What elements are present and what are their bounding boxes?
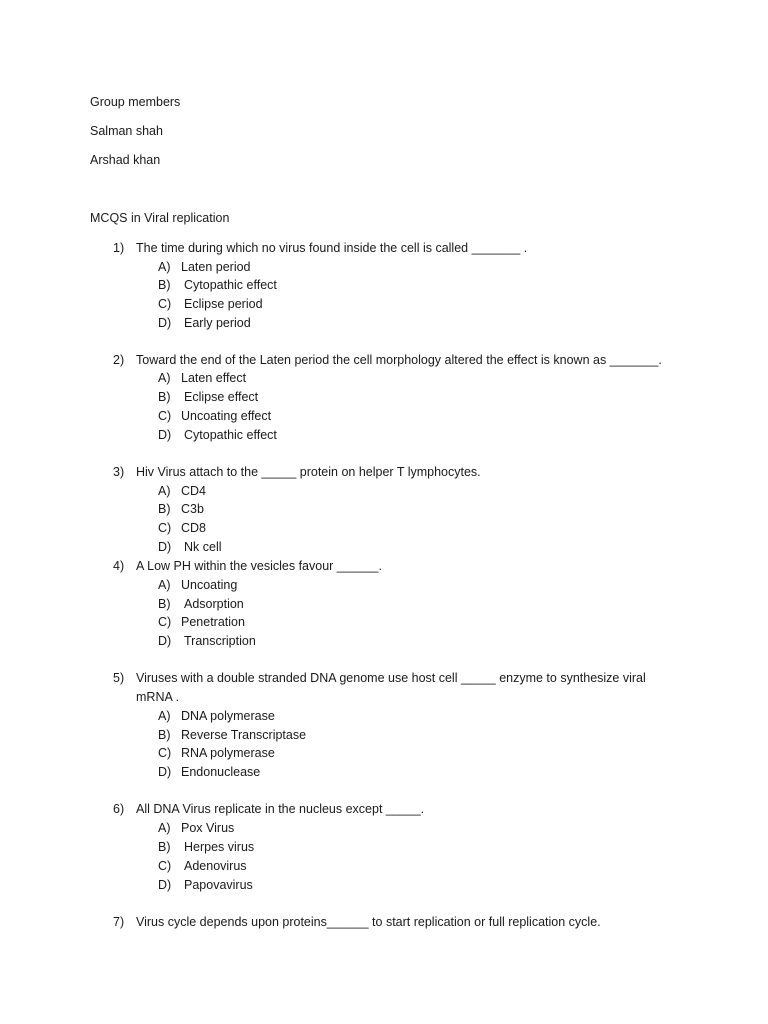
option-text: DNA polymerase bbox=[181, 709, 275, 723]
question-text: A Low PH within the vesicles favour ______. bbox=[136, 559, 382, 573]
option-letter: C) bbox=[158, 521, 172, 535]
option-letter: C) bbox=[158, 859, 172, 873]
option-text: CD4 bbox=[181, 484, 207, 498]
option-text: Herpes virus bbox=[184, 840, 255, 854]
question-number: 3) bbox=[113, 465, 125, 479]
option-text: Uncoating effect bbox=[181, 409, 272, 423]
member-name: Salman shah bbox=[90, 124, 163, 138]
option-letter: B) bbox=[158, 502, 171, 516]
question-number: 6) bbox=[113, 802, 125, 816]
question-text: The time during which no virus found inside the cell is called _______ . bbox=[136, 241, 528, 255]
question-number: 5) bbox=[113, 671, 125, 685]
option-text: Adsorption bbox=[184, 597, 244, 611]
option-letter: B) bbox=[158, 390, 171, 404]
option-letter: A) bbox=[158, 371, 171, 385]
option-text: Cytopathic effect bbox=[184, 278, 277, 292]
option-letter: C) bbox=[158, 297, 172, 311]
question-text: All DNA Virus replicate in the nucleus except _____. bbox=[136, 802, 425, 816]
option-letter: C) bbox=[158, 615, 172, 629]
option-letter: D) bbox=[158, 316, 172, 330]
option-text: Uncoating bbox=[181, 578, 238, 592]
option-letter: A) bbox=[158, 578, 171, 592]
option-text: Early period bbox=[184, 316, 251, 330]
option-letter: D) bbox=[158, 878, 172, 892]
option-text: Reverse Transcriptase bbox=[181, 728, 307, 742]
member-name: Arshad khan bbox=[90, 153, 161, 167]
option-letter: A) bbox=[158, 260, 171, 274]
option-letter: B) bbox=[158, 278, 171, 292]
option-text: Papovavirus bbox=[184, 878, 253, 892]
option-text: Laten effect bbox=[181, 371, 247, 385]
option-letter: D) bbox=[158, 765, 172, 779]
question-number: 7) bbox=[113, 915, 125, 929]
option-text: C3b bbox=[181, 502, 204, 516]
question-text: Toward the end of the Laten period the cell morphology altered the effect is known as _______. bbox=[136, 353, 662, 367]
option-letter: A) bbox=[158, 709, 171, 723]
question-text-continued: mRNA . bbox=[136, 690, 180, 704]
question-text: Viruses with a double stranded DNA genome use host cell _____ enzyme to synthesize viral bbox=[136, 671, 646, 685]
option-letter: C) bbox=[158, 746, 172, 760]
option-letter: A) bbox=[158, 821, 171, 835]
option-text: Endonuclease bbox=[181, 765, 261, 779]
option-text: Penetration bbox=[181, 615, 245, 629]
option-letter: C) bbox=[158, 409, 172, 423]
option-letter: B) bbox=[158, 728, 171, 742]
option-letter: B) bbox=[158, 597, 171, 611]
option-letter: D) bbox=[158, 634, 172, 648]
option-text: Eclipse effect bbox=[184, 390, 259, 404]
option-text: Pox Virus bbox=[181, 821, 235, 835]
option-letter: D) bbox=[158, 540, 172, 554]
option-text: Cytopathic effect bbox=[184, 428, 277, 442]
option-letter: B) bbox=[158, 840, 171, 854]
option-letter: A) bbox=[158, 484, 171, 498]
question-number: 4) bbox=[113, 559, 125, 573]
question-number: 1) bbox=[113, 241, 125, 255]
option-text: CD8 bbox=[181, 521, 207, 535]
option-text: Eclipse period bbox=[184, 297, 263, 311]
option-text: Transcription bbox=[184, 634, 256, 648]
question-text: Virus cycle depends upon proteins______ to start replication or full replication cycle. bbox=[136, 915, 601, 929]
option-letter: D) bbox=[158, 428, 172, 442]
option-text: Laten period bbox=[181, 260, 251, 274]
question-number: 2) bbox=[113, 353, 125, 367]
option-text: Nk cell bbox=[184, 540, 222, 554]
option-text: RNA polymerase bbox=[181, 746, 275, 760]
option-text: Adenovirus bbox=[184, 859, 247, 873]
group-members-heading: Group members bbox=[90, 95, 181, 109]
section-title: MCQS in Viral replication bbox=[90, 211, 230, 225]
question-text: Hiv Virus attach to the _____ protein on helper T lymphocytes. bbox=[136, 465, 481, 479]
